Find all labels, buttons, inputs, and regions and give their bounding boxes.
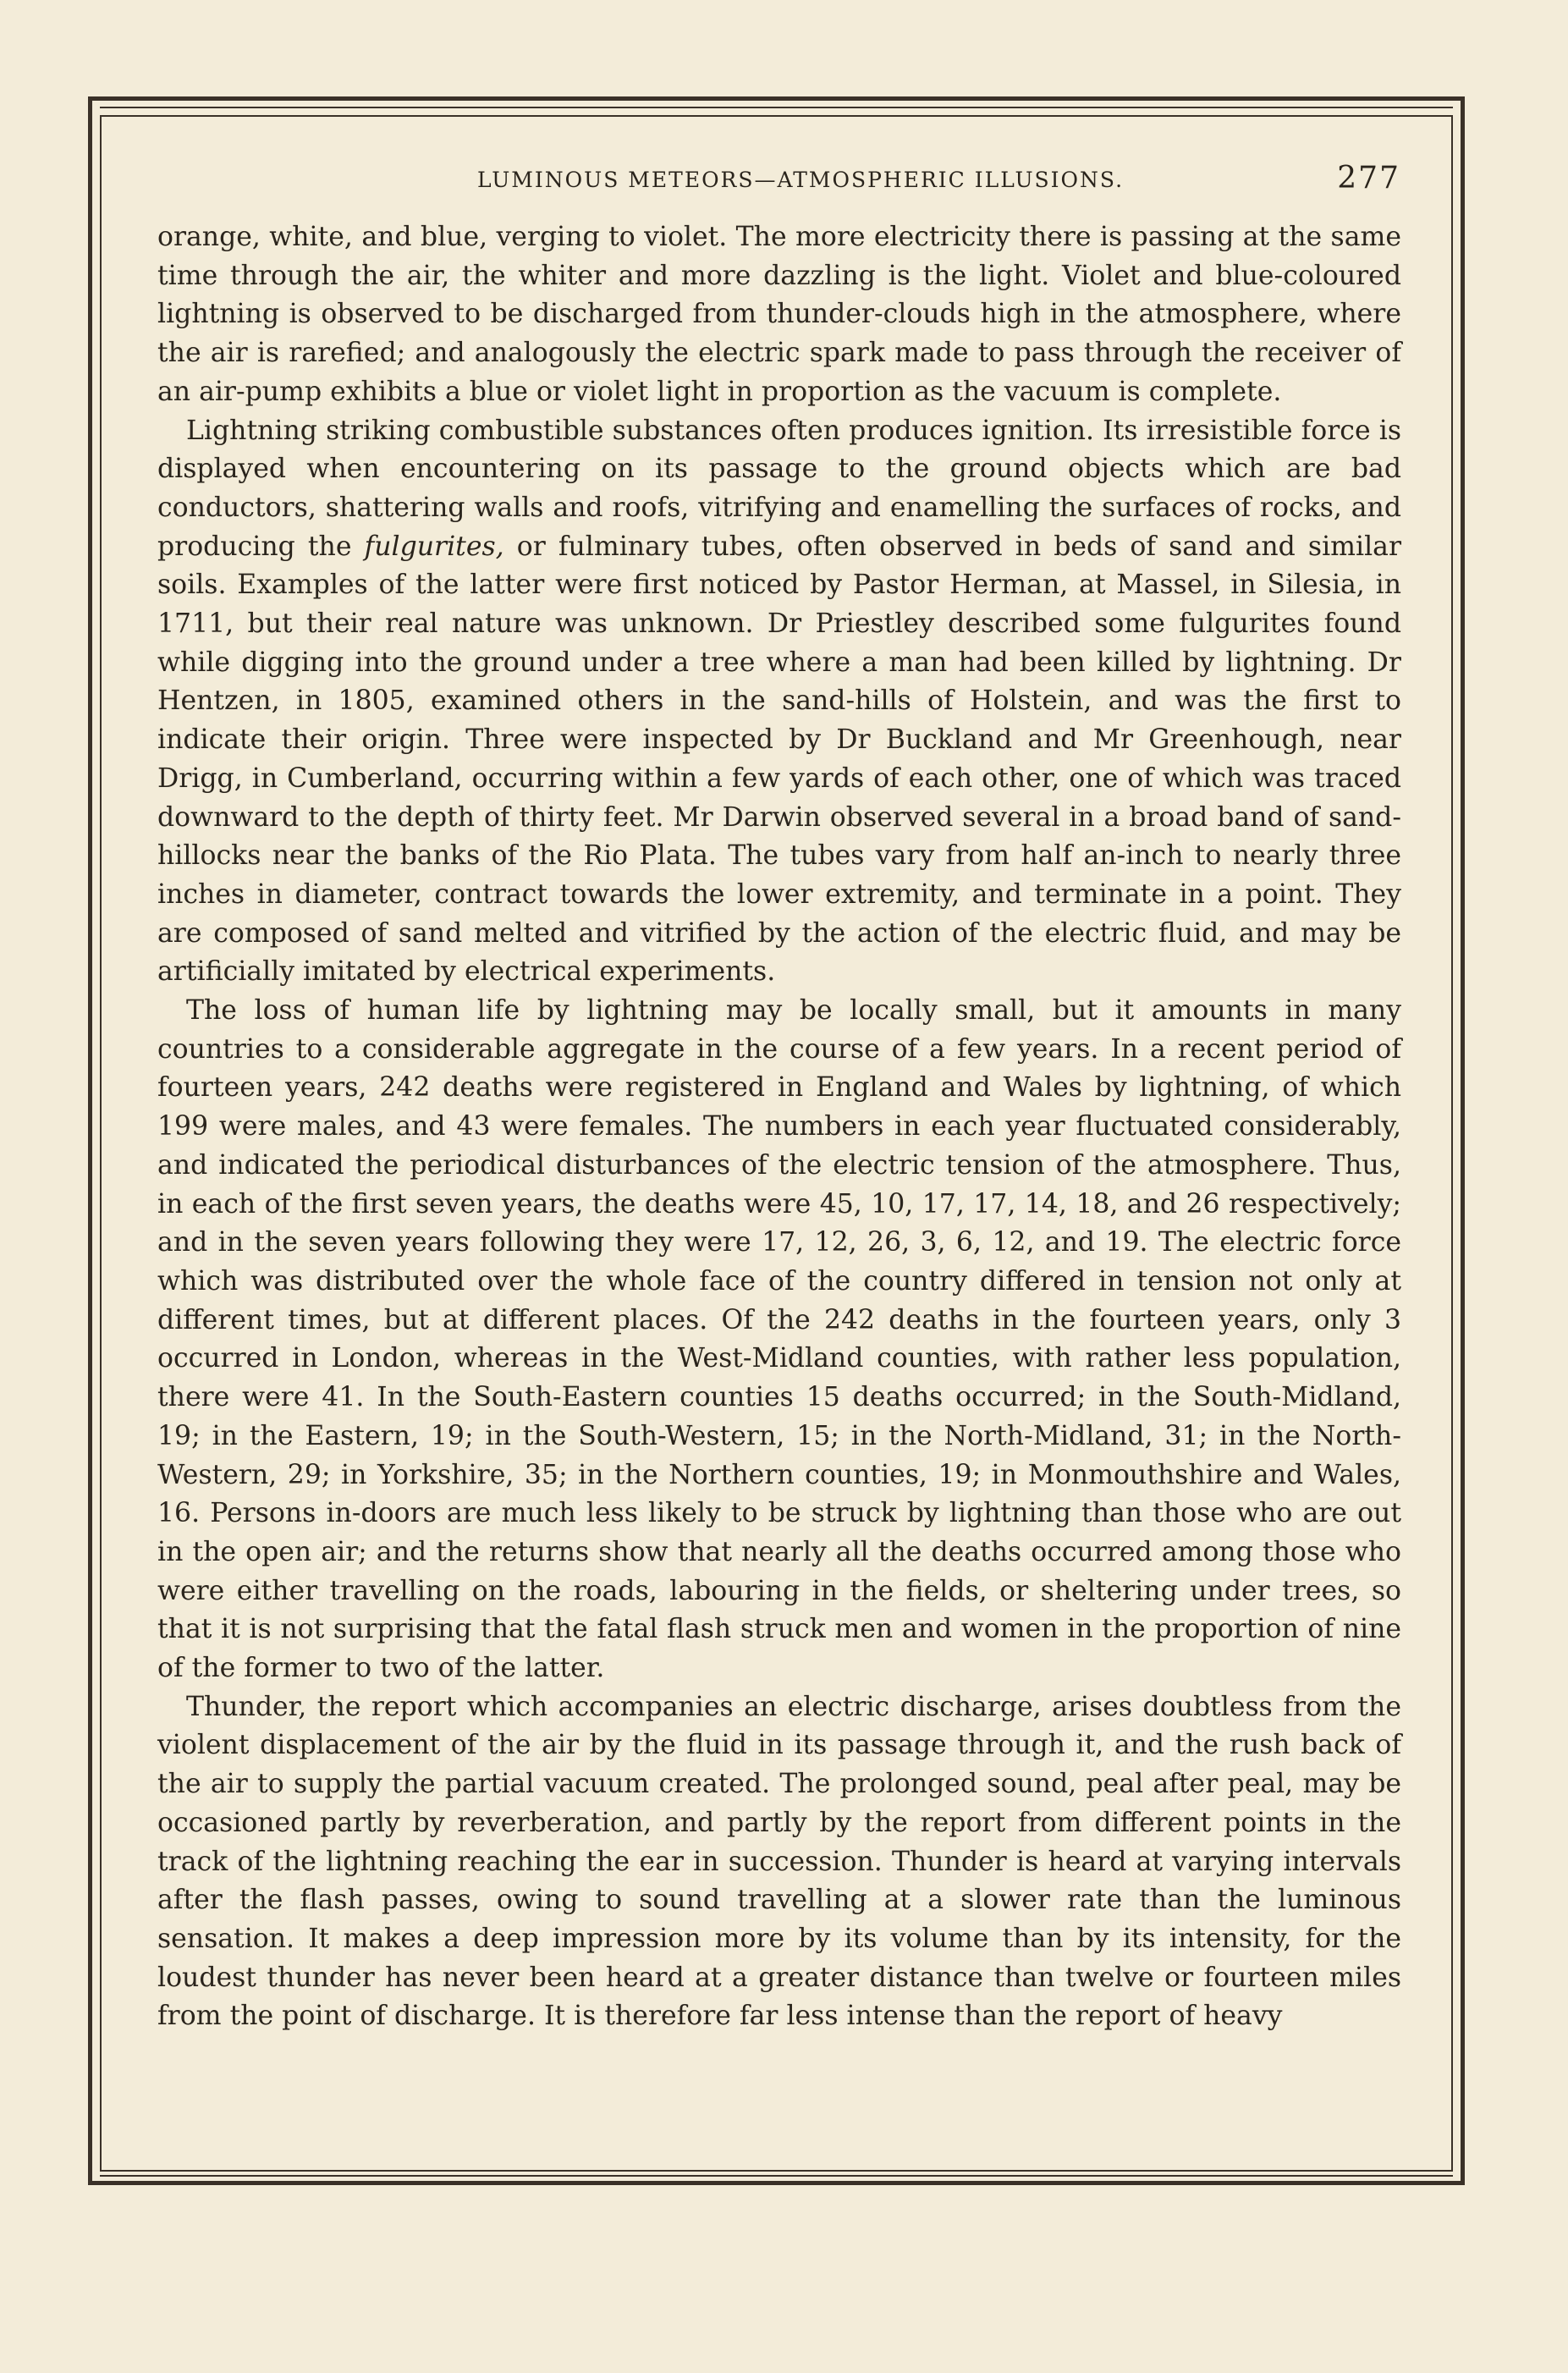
paragraph-4: Thunder, the report which accompanies an electric discharge, arises doubtless from the violent displacement of the air by the fluid in its passage through it, and the rush back of the air to supply the partial vacuum created. The prolonged sound, peal after peal, may be occasioned partly by reverberation, and partly by the report from different points in the track of the lightning reaching the ear in succession. Thunder is heard at varying intervals after the flash passes, owing to sound travelling at a slower rate than the luminous sensation. It makes a deep impression more by its volume than by its intensity, for the loudest thunder has never been heard at a greater distance than twelve or fourteen miles from the point of discharge. It is therefore far less intense than the report of heavy bbox=[157, 1691, 1401, 2032]
running-head: LUMINOUS METEORS—ATMOSPHERIC ILLUSIONS. bbox=[477, 168, 1125, 192]
paragraph-2-emphasis: fulgurites, bbox=[364, 531, 504, 562]
page-header bbox=[161, 161, 1430, 203]
paragraph-3: The loss of human life by lightning may be locally small, but it amounts in many countries to a considerable aggregate in the course of a few years. In a recent period of fourteen years, 242 deaths were registered in England and Wales by lightning, of which 199 were males, and 43 were females. The numbers in each year fluctuated considerably, and indicated the periodical disturbances of the electric tension of the atmosphere. Thus, in each of the first seven years, the deaths were 45, 10, 17, 17, 14, 18, and 26 respectively; and in the seven years following they were 17, 12, 26, 3, 6, 12, and 19. The electric force which was distributed over the whole face of the country differed in tension not only at different times, but at different places. Of the 242 deaths in the fourteen years, only 3 occurred in London, whereas in the West-Midland counties, with rather less population, there were 41. In the South-Eastern counties 15 deaths occurred; in the South-Midland, 19; in the Eastern, 19; in the South-Western, 15; in the North-Midland, 31; in the North-Western, 29; in Yorkshire, 35; in the Northern counties, 19; in Monmouthshire and Wales, 16. Persons in-doors are much less likely to be struck by lightning than those who are out in the open air; and the returns show that nearly all the deaths occurred among those who were either travelling on the roads, labouring in the fields, or sheltering under trees, so that it is not surprising that the fatal flash struck men and women in the proportion of nine of the former to two of the latter. bbox=[157, 995, 1401, 1684]
paragraph-2-text-after: or fulminary tubes, often observed in beds of sand and similar soils. Examples of the latter were first noticed by Pastor Herman, at Massel, in Silesia, in 1711, but their real nature was unknown. Dr Priestley described some fulgurites found while digging into the ground under a tree where a man had been killed by lightning. Dr Hentzen, in 1805, examined others in the sand-hills of Holstein, and was the first to indicate their origin. Three were inspected by Dr Buckland and Mr Greenhough, near Drigg, in Cumberland, occurring within a few yards of each other, one of which was traced downward to the depth of thirty feet. Mr Darwin observed several in a broad band of sand-hillocks near the banks of the Rio Plata. The tubes vary from half an-inch to nearly three inches in diameter, contract towards the lower extremity, and terminate in a point. They are composed of sand melted and vitrified by the action of the electric fluid, and may be artificially imitated by electrical experiments. bbox=[157, 531, 1402, 988]
paragraph-1: orange, white, and blue, verging to violet. The more electricity there is passing at the same time through the air, the whiter and more dazzling is the light. Violet and blue-coloured lightning is observed to be discharged from thunder-clouds high in the atmosphere, where the air is rarefied; and analogously the electric spark made to pass through the receiver of an air-pump exhibits a blue or violet light in proportion as the vacuum is complete. bbox=[157, 222, 1401, 407]
paragraph-2-text-before: Lightning striking combustible substances often produces ignition. Its irresistible force is displayed when encountering on its passage to the ground objects which are bad conductors, shattering walls and roofs, vitrifying and enamelling the surfaces of rocks, and producing the bbox=[157, 415, 1401, 562]
page-border-rule-top bbox=[100, 107, 1453, 108]
page-border-rule-bottom bbox=[100, 2175, 1453, 2177]
body-text bbox=[157, 218, 1401, 2036]
paragraph-2 bbox=[157, 412, 1401, 993]
page-number: 277 bbox=[1337, 161, 1400, 195]
